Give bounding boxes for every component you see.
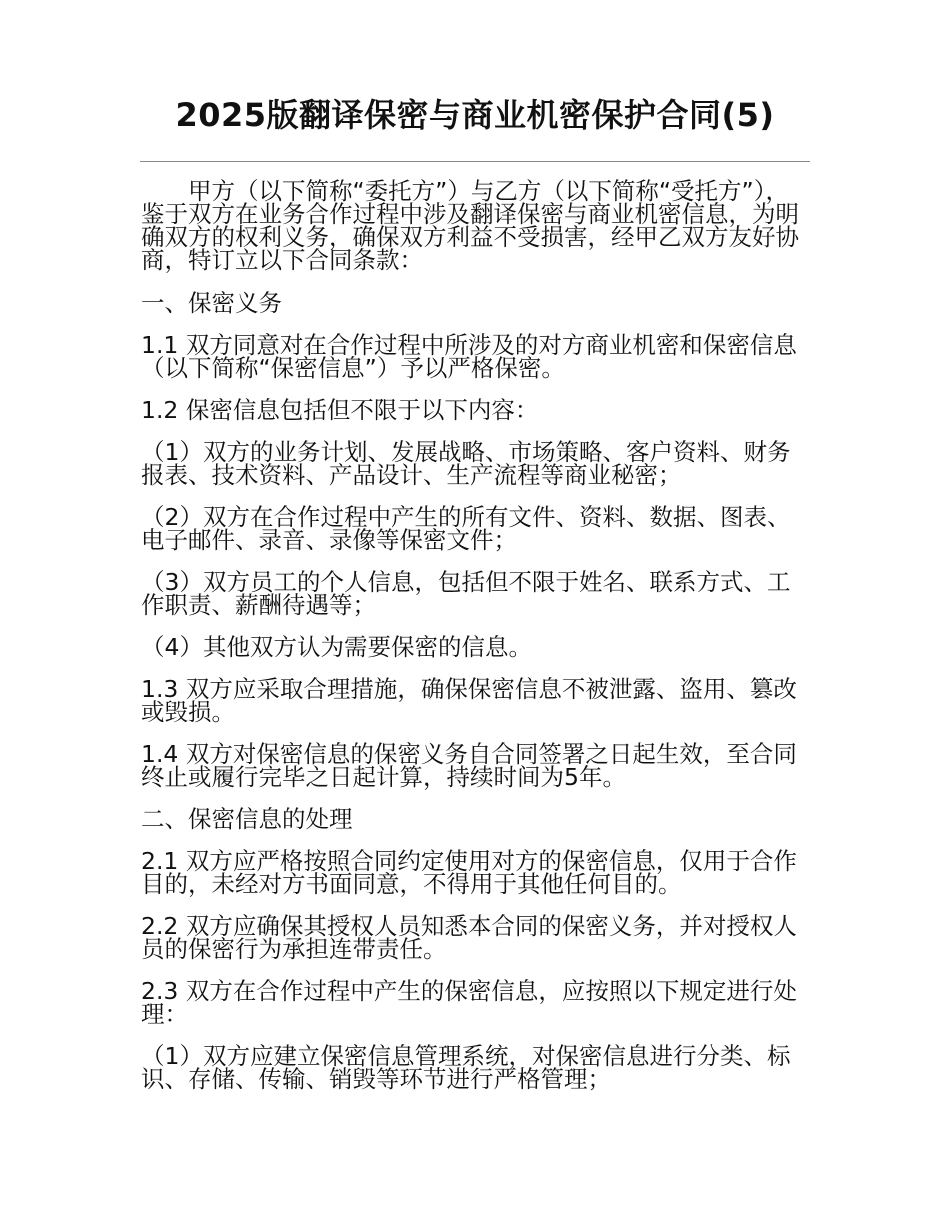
clause-2-1: 2.1 双方应严格按照合同约定使用对方的保密信息，仅用于合作目的，未经对方书面同意，不得用于其他任何目的。 <box>141 847 797 898</box>
clause-1-3: 1.3 双方应采取合理措施，确保保密信息不被泄露、盗用、篡改或毁损。 <box>141 675 797 726</box>
intro-paragraph: 甲方（以下简称“委托方”）与乙方（以下简称“受托方”），鉴于双方在业务合作过程中涉及翻译保密与商业机密信息，为明确双方的权利义务，确保双方利益不受损害，经甲乙双方友好协商，特订立以下合同条款： <box>141 177 799 274</box>
list-item-1-2: （2）双方在合作过程中产生的所有文件、资料、数据、图表、电子邮件、录音、录像等保密文件； <box>141 503 791 554</box>
document-body <box>141 177 805 1110</box>
clause-1-1: 1.1 双方同意对在合作过程中所涉及的对方商业机密和保密信息（以下简称“保密信息”）予以严格保密。 <box>141 331 797 382</box>
list-item-2-1: （1）双方应建立保密信息管理系统，对保密信息进行分类、标识、存储、传输、销毁等环节进行严格管理； <box>141 1042 791 1093</box>
list-item-1-1: （1）双方的业务计划、发展战略、市场策略、客户资料、财务报表、技术资料、产品设计、生产流程等商业秘密； <box>141 438 791 489</box>
section-heading-confidentiality: 一、保密义务 <box>141 289 282 317</box>
list-item-1-4: （4）其他双方认为需要保密的信息。 <box>141 633 532 661</box>
clause-1-4: 1.4 双方对保密信息的保密义务自合同签署之日起生效，至合同终止或履行完毕之日起计算，持续时间为5年。 <box>141 740 797 791</box>
section-heading-handling: 二、保密信息的处理 <box>141 805 353 833</box>
list-item-1-3: （3）双方员工的个人信息，包括但不限于姓名、联系方式、工作职责、薪酬待遇等； <box>141 568 791 619</box>
clause-1-2: 1.2 保密信息包括但不限于以下内容： <box>141 396 539 424</box>
clause-2-3: 2.3 双方在合作过程中产生的保密信息，应按照以下规定进行处理： <box>141 977 797 1028</box>
title-underline <box>140 161 810 162</box>
clause-2-2: 2.2 双方应确保其授权人员知悉本合同的保密义务，并对授权人员的保密行为承担连带责任。 <box>141 912 797 963</box>
document-title: 2025版翻译保密与商业机密保护合同(5) <box>175 96 775 134</box>
